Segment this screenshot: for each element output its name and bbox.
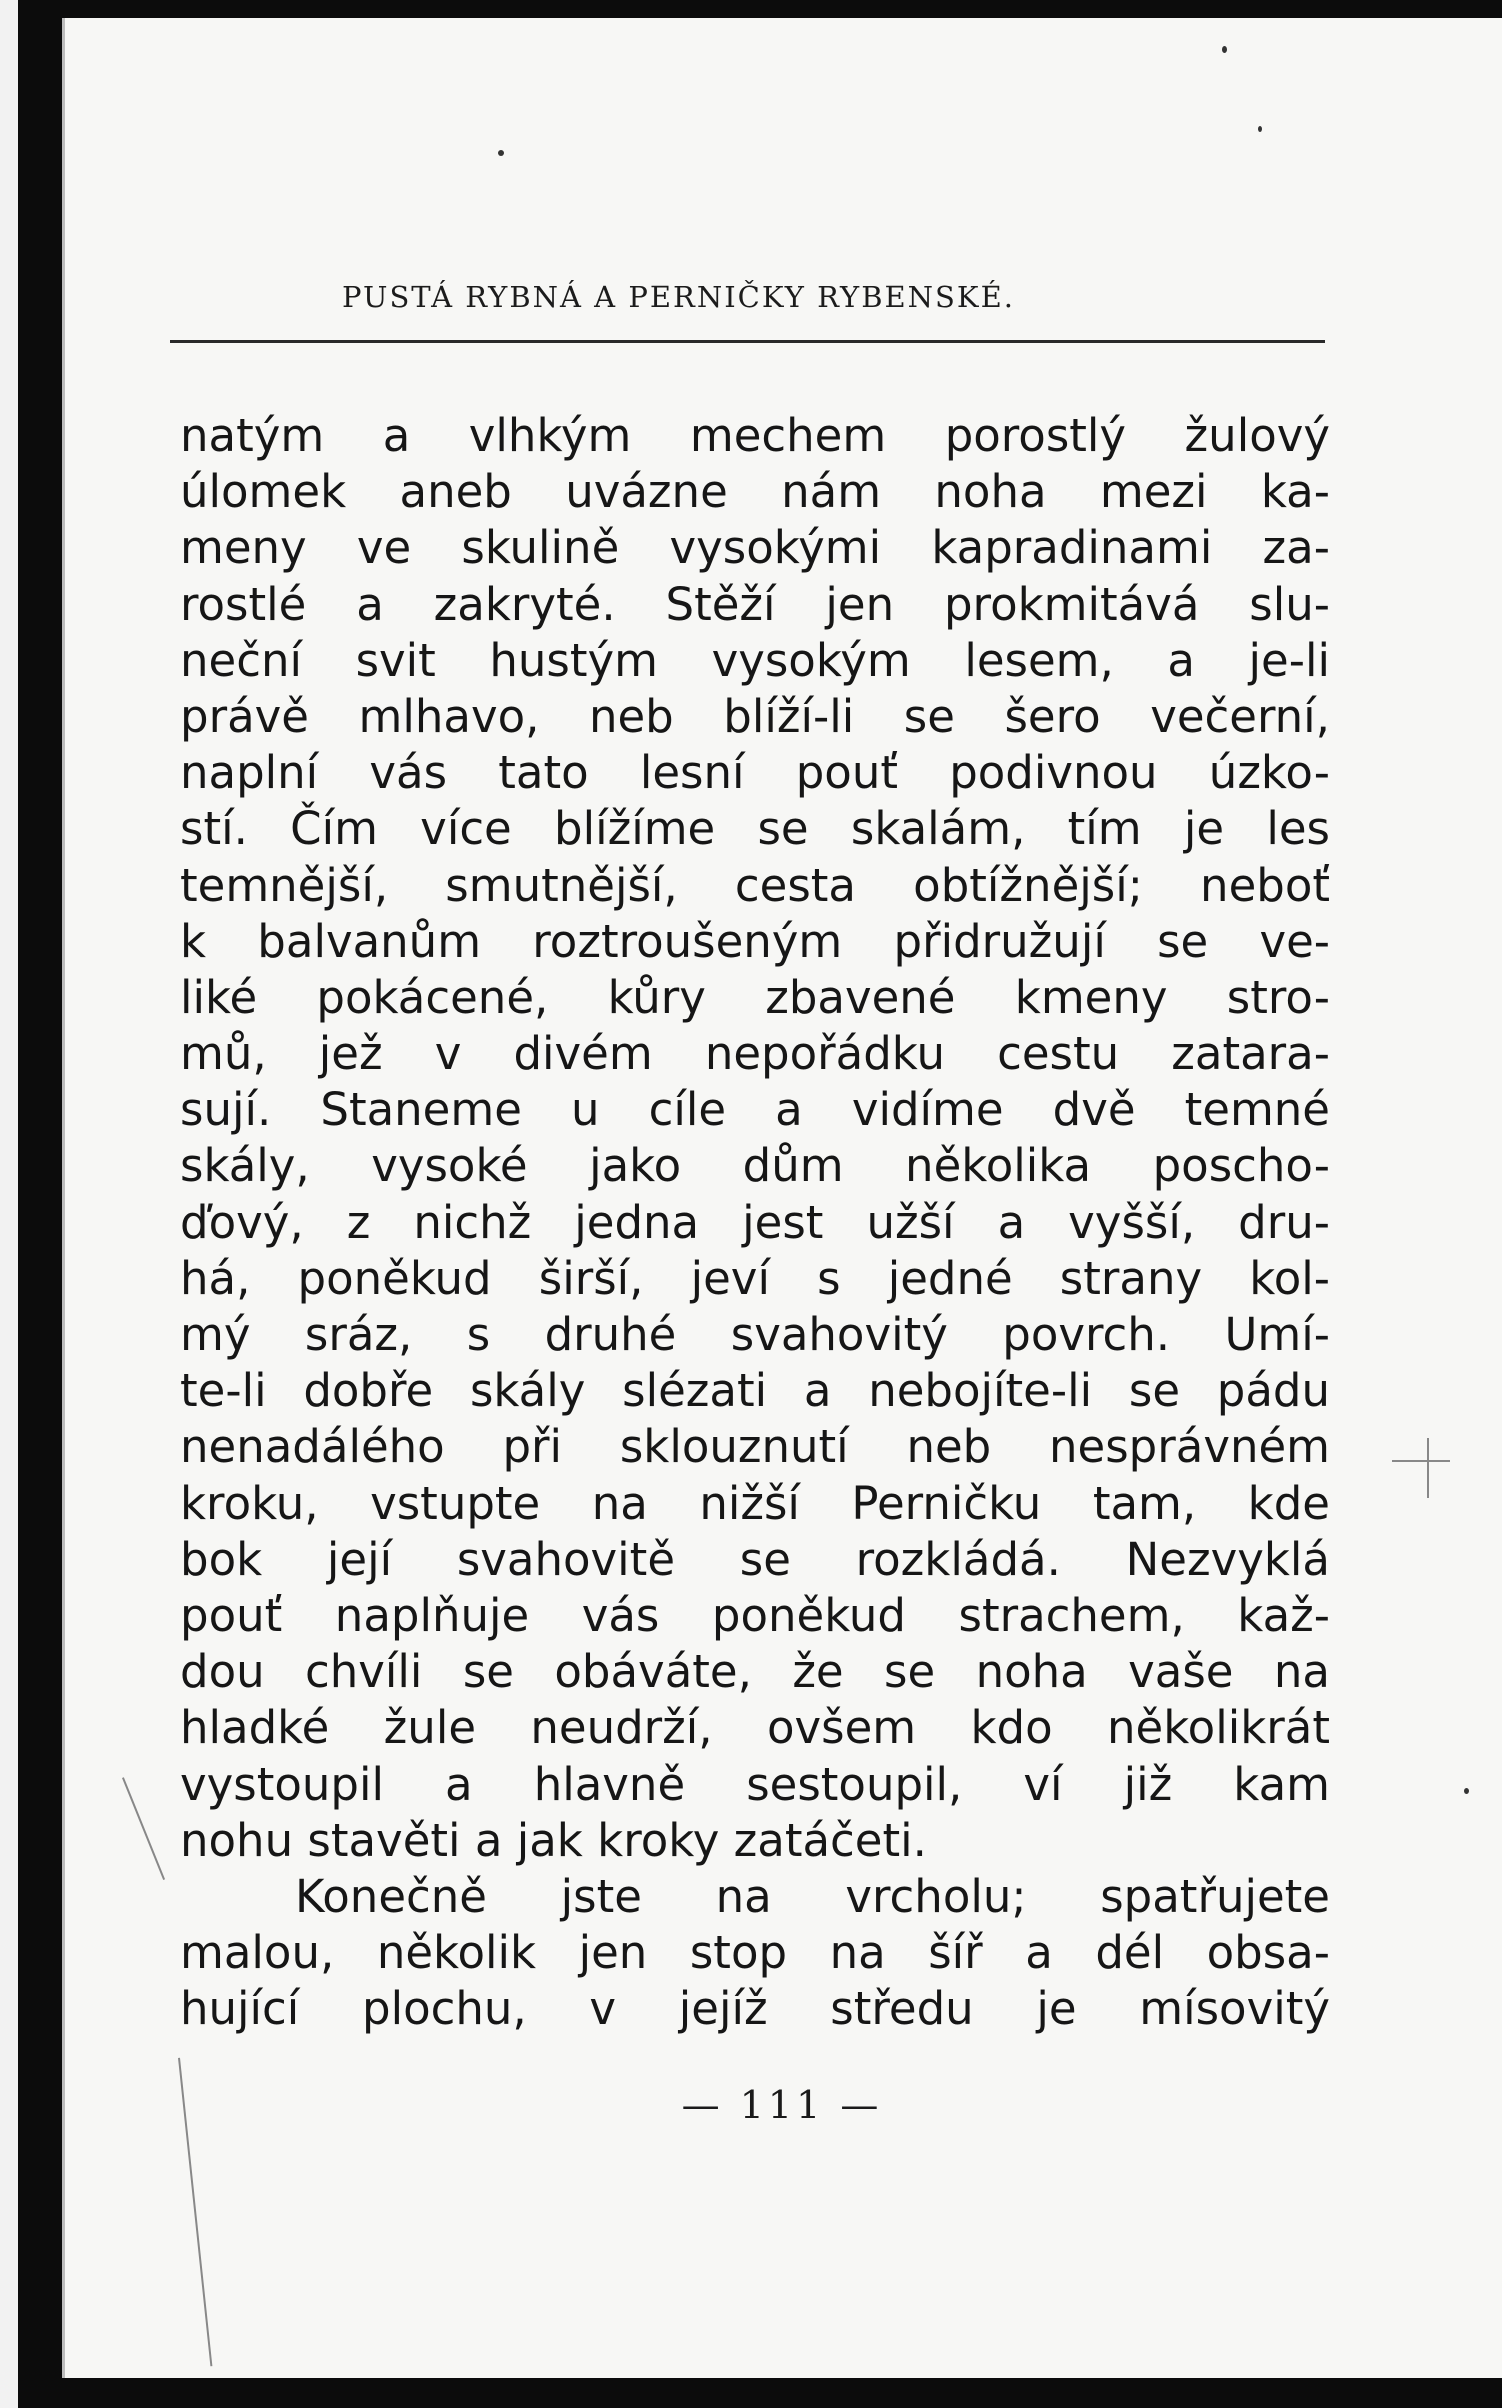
text-line: natým a vlhkým mechem porostlý žulový [180, 409, 1330, 462]
text-line: vystoupil a hlavně sestoupil, ví již kam [180, 1757, 1330, 1811]
scan-speck [498, 150, 504, 156]
text-line: pouť naplňuje vás poněkud strachem, kaž- [180, 1588, 1330, 1642]
body-text [180, 408, 1330, 2037]
text-line: naplní vás tato lesní pouť podivnou úzko- [180, 746, 1330, 800]
text-line: mů, jež v divém nepořádku cestu zatara- [180, 1027, 1330, 1081]
page-number: — 111 — [681, 2083, 883, 2127]
text-line: právě mlhavo, neb blíží-li se šero večerní, [180, 689, 1330, 743]
text-line: nenadálého při sklouznutí neb nesprávném [180, 1420, 1330, 1474]
text-line: nohu stavěti a jak kroky zatáčeti. [180, 1813, 927, 1867]
text-line: hující plochu, v jejíž středu je mísovitý [180, 1982, 1330, 2036]
scan-speck [1222, 46, 1227, 53]
header-rule [170, 340, 1325, 343]
text-line: k balvanům roztroušeným přidružují se ve- [180, 914, 1330, 968]
text-line: rostlé a zakryté. Stěží jen prokmitává slu- [180, 577, 1330, 631]
page-edge-shadow [62, 18, 65, 2378]
text-line: ďový, z nichž jedna jest užší a vyšší, dru- [180, 1195, 1330, 1249]
scan-speck [1258, 126, 1262, 132]
running-head-text: PUSTÁ RYBNÁ A PERNIČKY RYBENSKÉ. [342, 280, 1015, 314]
text-line: te-li dobře skály slézati a nebojíte-li se pádu [180, 1364, 1330, 1418]
text-line: temnější, smutnější, cesta obtížnější; neboť [180, 858, 1330, 912]
text-line: mý sráz, s druhé svahovitý povrch. Umí- [180, 1308, 1330, 1361]
margin-pencil-mark [1392, 1460, 1450, 1462]
text-line: meny ve skulině vysokými kapradinami za- [180, 521, 1330, 575]
margin-pencil-mark [1427, 1438, 1429, 1498]
text-line: neční svit hustým vysokým lesem, a je-li [180, 633, 1330, 687]
book-page [62, 18, 1502, 2378]
text-line: liké pokácené, kůry zbavené kmeny stro- [180, 970, 1330, 1024]
text-line: malou, několik jen stop na šíř a dél obsa- [180, 1926, 1330, 1980]
text-line: úlomek aneb uvázne nám noha mezi ka- [180, 465, 1330, 519]
text-line: kroku, vstupte na nižší Perničku tam, kde [180, 1476, 1330, 1530]
margin-pencil-mark [122, 1777, 165, 1880]
text-line: dou chvíli se obáváte, že se noha vaše na [180, 1645, 1330, 1699]
scan-speck [1464, 1788, 1469, 1794]
text-line: hladké žule neudrží, ovšem kdo několikrát [180, 1701, 1330, 1755]
text-line: skály, vysoké jako dům několika poscho- [180, 1139, 1330, 1193]
text-line: stí. Čím více blížíme se skalám, tím je les [180, 802, 1330, 856]
text-line: sují. Staneme u cíle a vidíme dvě temné [180, 1083, 1330, 1137]
paragraph-first-line: Konečně jste na vrcholu; spatřujete [295, 1869, 1330, 1923]
text-line: bok její svahovitě se rozkládá. Nezvyklá [180, 1532, 1330, 1586]
adjacent-page-edge [0, 0, 18, 2408]
text-line: há, poněkud širší, jeví s jedné strany kol- [180, 1251, 1330, 1305]
